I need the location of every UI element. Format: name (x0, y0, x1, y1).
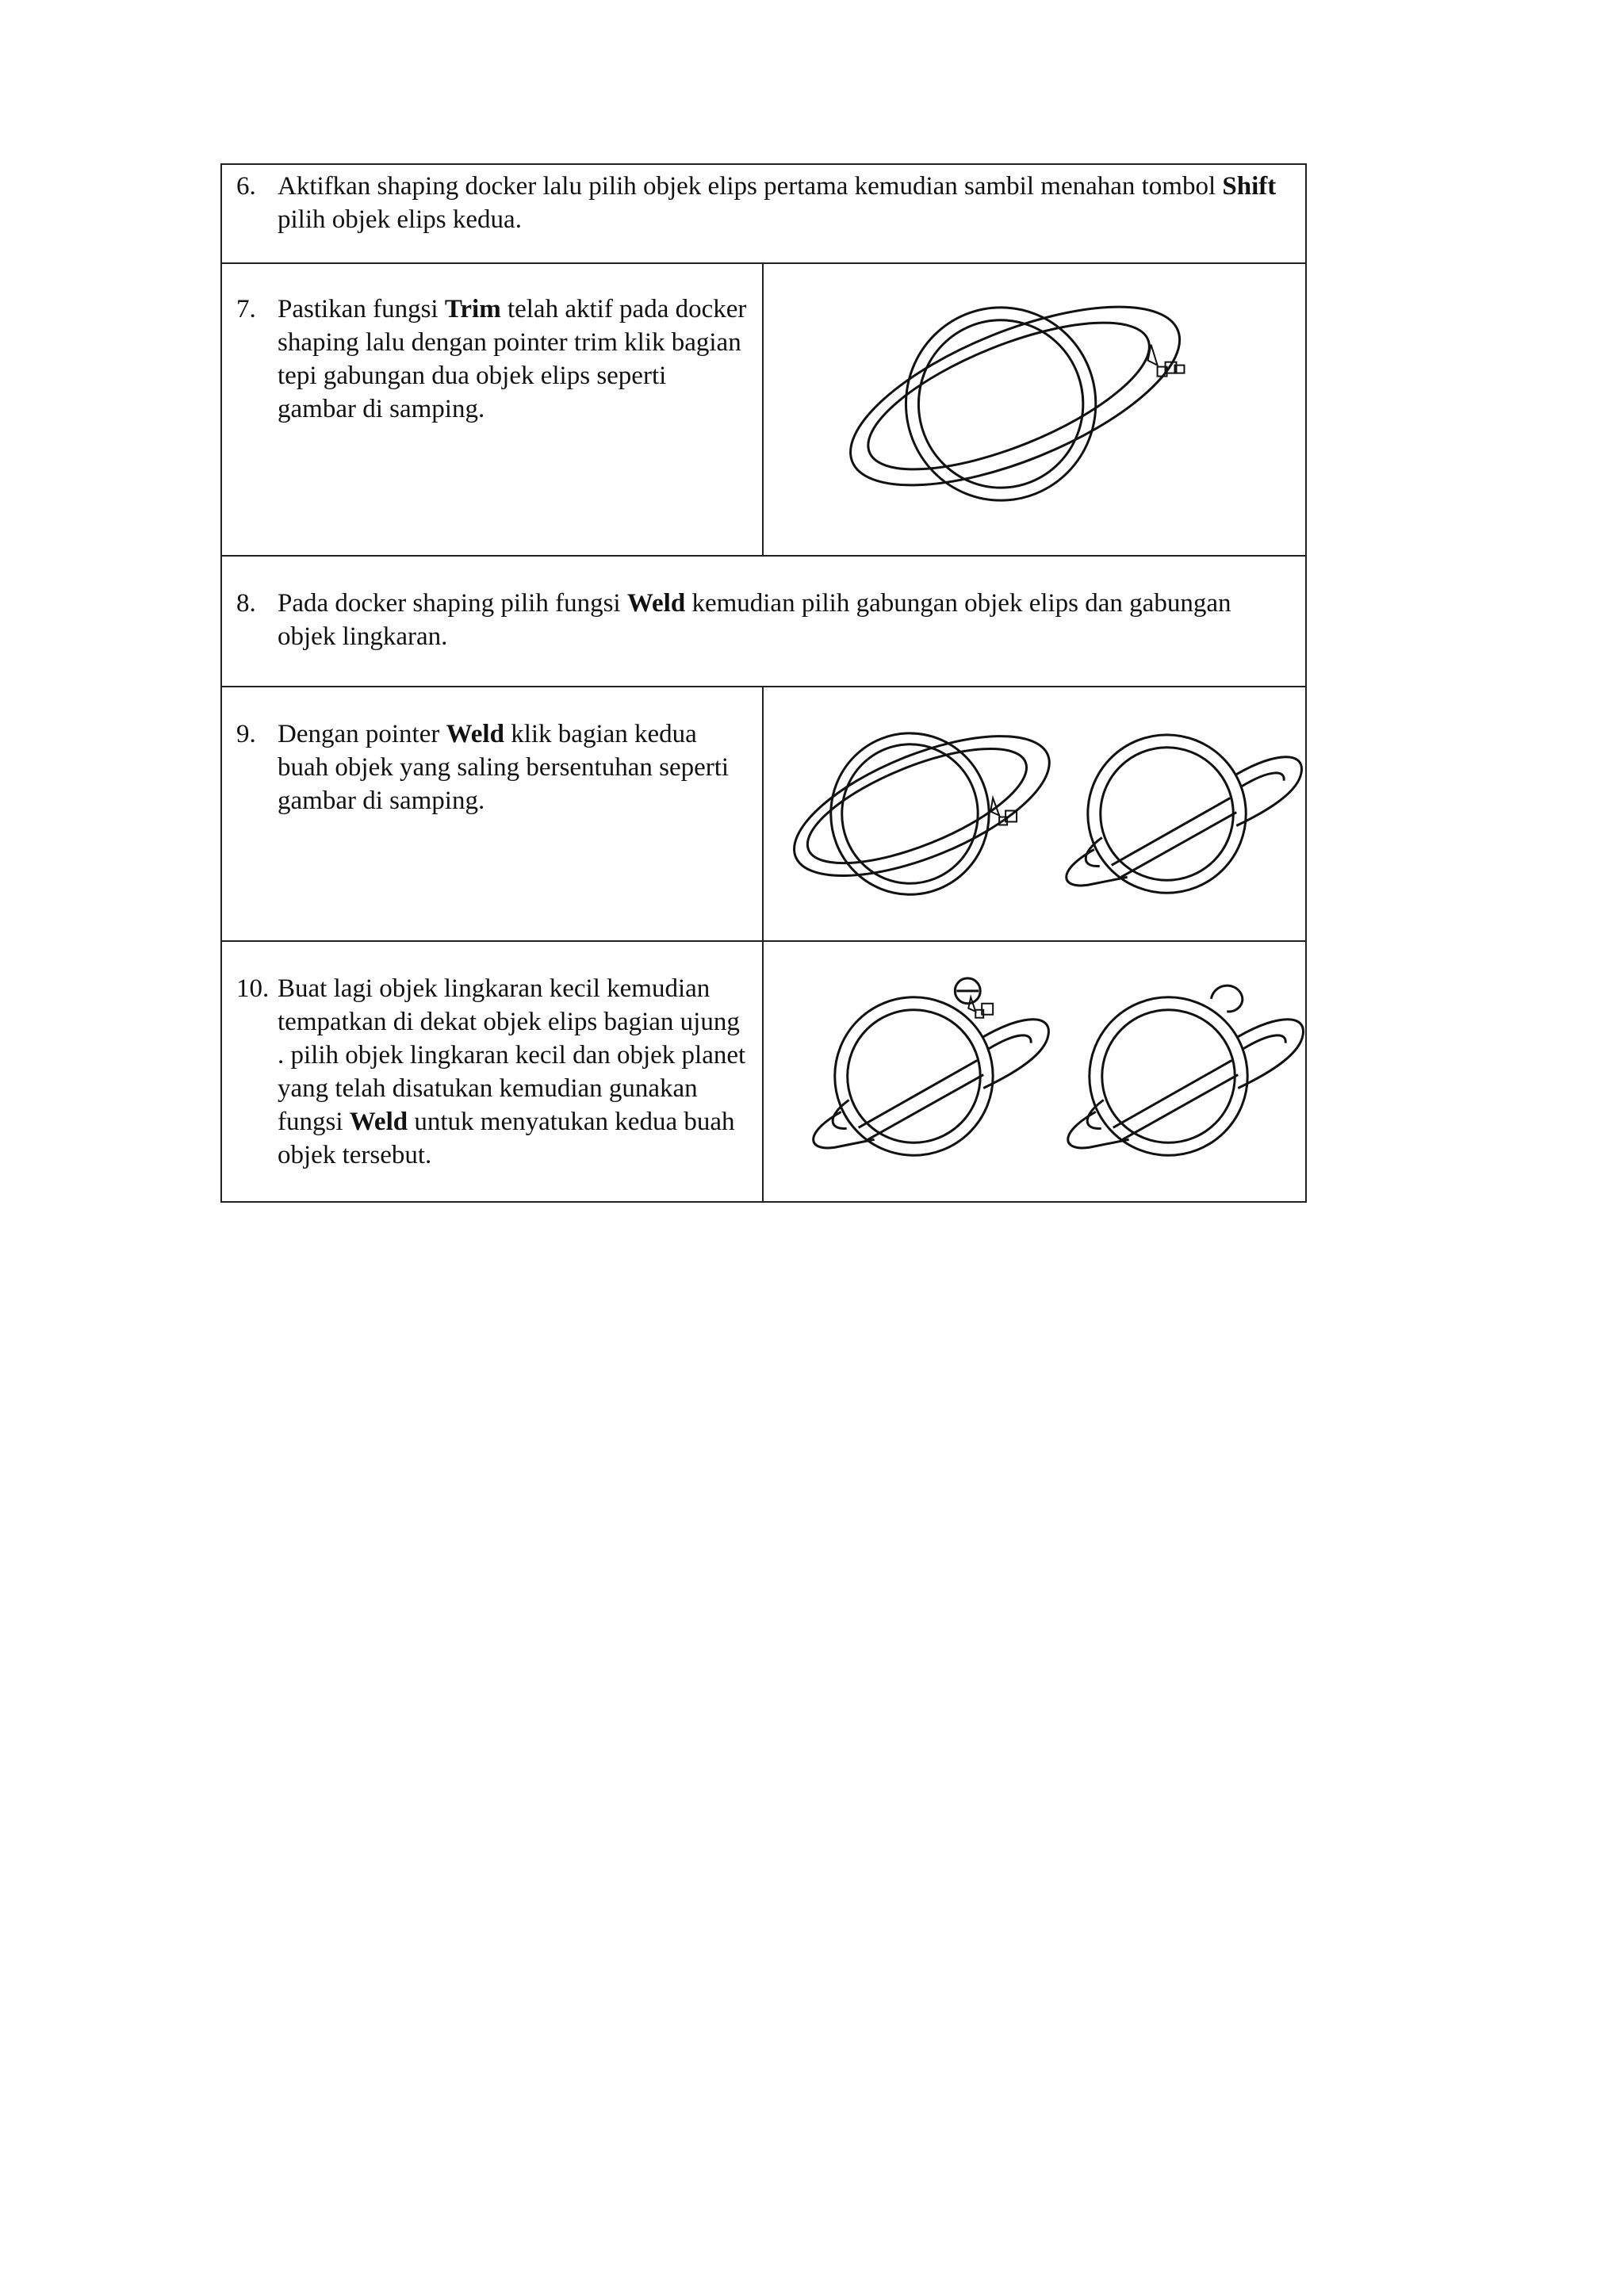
step-10-illustration (764, 942, 1305, 1201)
step-9-illustration-cell (763, 687, 1306, 941)
step-7-number: 7. (236, 295, 256, 323)
step-6-cell (221, 164, 1306, 263)
step-9-cell (221, 687, 763, 941)
table-row-step-10 (221, 941, 1306, 1202)
table-row-step-9 (221, 687, 1306, 941)
step-10-illustration-cell (763, 941, 1306, 1202)
table-row-step-7 (221, 263, 1306, 556)
welded-planet-icon (1067, 735, 1302, 893)
step-6-text: Aktifkan shaping docker lalu pilih objek elips pertama kemudian sambil menahan tombol Shift pilih objek elips kedua. (278, 172, 1277, 234)
step-9-illustration (764, 687, 1305, 940)
step-7-illustration-cell (763, 263, 1306, 556)
step-10-number: 10. (236, 974, 270, 1003)
table-row-step-6 (221, 164, 1306, 263)
final-planet-icon (1068, 985, 1304, 1155)
step-9-number: 9. (236, 719, 256, 748)
step-8-number: 8. (236, 588, 256, 618)
step-10-cell (221, 941, 763, 1202)
step-10-text: Buat lagi objek lingkaran kecil kemudian tempatkan di dekat objek elips bagian ujung . pilih objek lingkaran kecil dan objek planet yang telah disatukan kemudian gunakan fungsi Weld untuk menyatukan kedua buah objek tersebut. (278, 974, 746, 1169)
step-7-cell (221, 263, 763, 556)
step-7-illustration (764, 264, 1305, 555)
instruction-table (220, 163, 1307, 1203)
planet-with-small-circle-icon (814, 978, 1049, 1155)
step-7-text: Pastikan fungsi Trim telah aktif pada docker shaping lalu dengan pointer trim klik bagian tepi gabungan dua objek elips seperti gambar di samping. (278, 295, 747, 423)
step-8-cell (221, 556, 1306, 687)
step-8-text: Pada docker shaping pilih fungsi Weld kemudian pilih gabungan objek elips dan gabungan objek lingkaran. (278, 588, 1231, 651)
step-6-number: 6. (236, 172, 256, 201)
step-9-text: Dengan pointer Weld klik bagian kedua buah objek yang saling bersentuhan seperti gambar di samping. (278, 719, 730, 815)
small-circle-pointer-icon (968, 997, 993, 1018)
table-row-step-8 (221, 556, 1306, 687)
